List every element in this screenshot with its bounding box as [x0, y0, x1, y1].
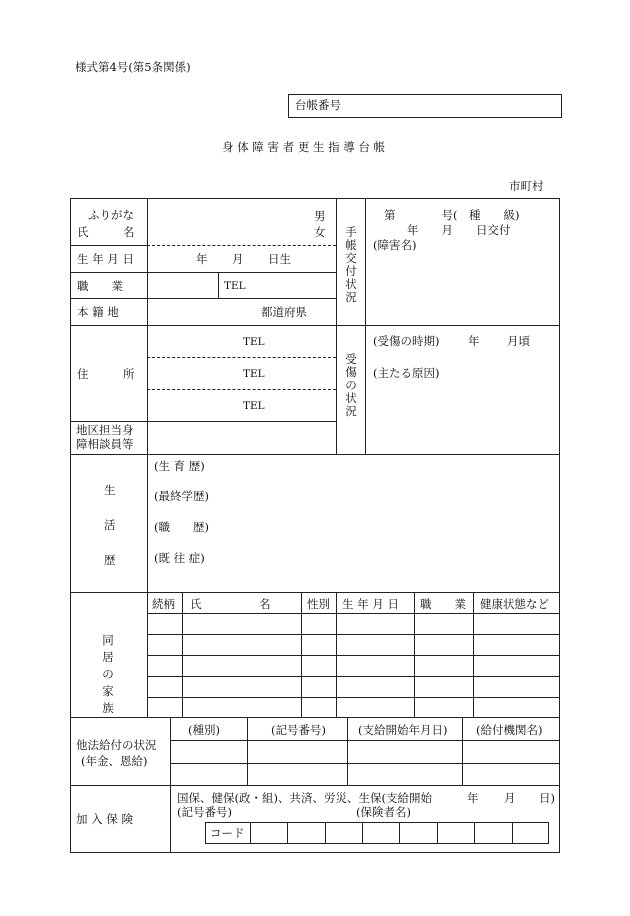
- address-tel-1: TEL: [243, 336, 265, 348]
- family-header-name: 氏 名: [190, 597, 271, 611]
- family-header-birthdate: 生 年 月 日: [342, 597, 399, 611]
- insurance-types: 国保、健保(政・組)、共済、労災、生保(支給開始: [177, 791, 432, 805]
- furigana-label: ふりがな: [88, 208, 134, 222]
- prefecture-label: 都道府県: [261, 305, 307, 319]
- code-box-grid: [205, 822, 549, 844]
- insurance-label: 加 入 保 険: [76, 812, 133, 826]
- address-tel-3: TEL: [243, 400, 265, 412]
- life-history-education: (最終学歴): [154, 489, 209, 503]
- counselor-label-1: 地区担当身: [76, 423, 134, 437]
- municipality-label: 市町村: [509, 179, 544, 193]
- occupation-label: 職 業: [77, 279, 123, 293]
- injury-time-month: 月頃: [507, 334, 530, 348]
- other-benefits-label-2: (年金、恩給): [81, 754, 148, 768]
- other-benefits-label-1: 他法給付の状況: [76, 738, 157, 752]
- insurance-symbol-number: (記号番号): [177, 805, 232, 819]
- injury-cause-label: (主たる原因): [373, 366, 440, 380]
- name-field[interactable]: [149, 200, 309, 244]
- family-header-health: 健康状態など: [480, 597, 549, 611]
- occupation-tel: TEL: [224, 280, 246, 292]
- handbook-label: 手 帳 交 付 状 況: [345, 225, 357, 304]
- address-tel-2: TEL: [243, 368, 265, 380]
- family-header-occupation: 職 業: [420, 597, 466, 611]
- handbook-number-line: 第 号( 種 級): [384, 208, 520, 222]
- insurance-insurer-name: (保険者名): [356, 805, 411, 819]
- life-history-medical: (既 往 症): [154, 551, 205, 565]
- birthdate-day: 日生: [268, 252, 291, 266]
- counselor-label-2: 障相談員等: [76, 437, 134, 451]
- birthdate-label: 生 年 月 日: [77, 252, 134, 266]
- handbook-issued-line: 年 月 日交付: [407, 223, 511, 237]
- life-history-work: (職 歴): [154, 520, 209, 534]
- other-benefits-header-agency: (給付機関名): [476, 723, 543, 737]
- form-number: 様式第4号(第5条関係): [75, 60, 191, 74]
- family-label: 同 居 の 家 族: [102, 633, 114, 715]
- birthdate-month: 月: [232, 252, 244, 266]
- life-history-label-3: 歴: [104, 553, 116, 567]
- sex-male[interactable]: 男: [314, 209, 326, 223]
- injury-time-year: 年: [468, 334, 480, 348]
- code-label: コード: [210, 826, 245, 840]
- sex-female[interactable]: 女: [314, 225, 326, 239]
- family-header-relation: 続柄: [152, 597, 175, 611]
- insurance-start-year: 年: [467, 791, 479, 805]
- page-title: 身 体 障 害 者 更 生 指 導 台 帳: [222, 140, 386, 154]
- life-history-label-1: 生: [104, 483, 116, 497]
- occupation-field[interactable]: [149, 274, 216, 296]
- insurance-start-day: 日): [539, 791, 555, 805]
- address-label: 住 所: [77, 367, 135, 381]
- birthdate-year: 年: [196, 252, 208, 266]
- other-benefits-header-symbol: (記号番号): [271, 723, 326, 737]
- other-benefits-header-type: (種別): [188, 723, 220, 737]
- other-benefits-header-start-date: (支給開始年月日): [358, 723, 448, 737]
- ledger-number-label: 台帳番号: [295, 98, 341, 112]
- life-history-label-2: 活: [104, 518, 116, 532]
- injury-time-label: (受傷の時期): [373, 334, 440, 348]
- family-header-sex: 性別: [307, 597, 330, 611]
- disability-name-label: (障害名): [373, 238, 417, 252]
- domicile-label: 本 籍 地: [77, 305, 119, 319]
- insurance-start-month: 月: [504, 791, 516, 805]
- life-history-upbringing: (生 育 歴): [154, 459, 205, 473]
- name-label: 氏 名: [77, 225, 135, 239]
- injury-label: 受 傷 の 状 況: [345, 352, 357, 418]
